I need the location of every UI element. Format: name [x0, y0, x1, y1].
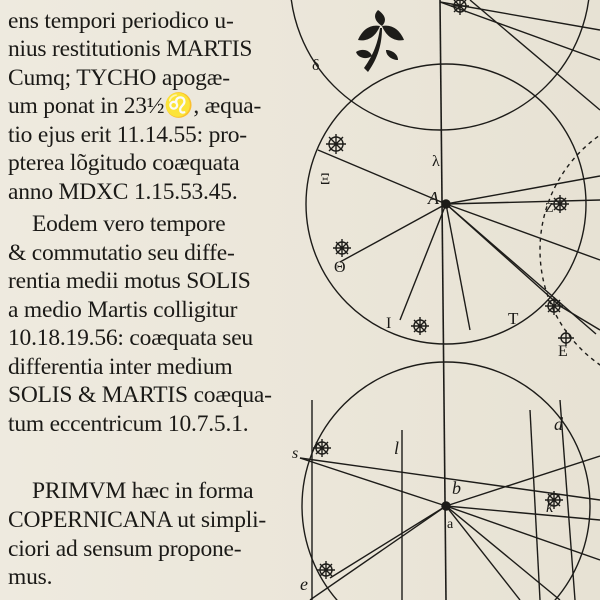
label-d: d	[554, 414, 563, 434]
flower-ornament	[356, 10, 404, 72]
text-line: ens tempori periodico u-	[8, 8, 234, 34]
text-line: Cumq; TYCHO apogæ-	[8, 65, 230, 91]
ray	[470, 0, 600, 110]
text-line: mus.	[8, 564, 53, 590]
center-dot-b	[442, 502, 450, 510]
text-line: rentia medii motus SOLIS	[8, 268, 251, 294]
label-delta: δ	[312, 57, 320, 74]
ray	[446, 204, 600, 260]
text-line: 10.18.19.56: coæquata seu	[8, 325, 253, 351]
ray	[446, 506, 520, 600]
text-line: tio ejus erit 11.14.55: pro-	[8, 122, 247, 148]
star-marker	[551, 195, 569, 213]
label-T: T	[508, 309, 519, 328]
star-marker	[333, 239, 351, 257]
label-e: e	[300, 574, 308, 594]
label-l: l	[394, 438, 400, 458]
text-line: tum eccentricum 10.7.5.1.	[8, 411, 249, 437]
text-line: PRIMVM hæc in forma	[32, 478, 254, 504]
ray	[446, 506, 600, 560]
star-marker	[411, 317, 429, 335]
ray	[300, 458, 446, 506]
text-line: um ponat in 23½♌, æqua-	[8, 93, 262, 119]
ray	[560, 306, 600, 330]
text-line: differentia inter medium	[8, 354, 233, 380]
ray	[340, 204, 446, 262]
label-lambda: λ	[432, 153, 440, 170]
diagram-svg	[288, 0, 600, 600]
ray	[330, 506, 446, 578]
text-line: pterea lõgitudo coæquata	[8, 150, 240, 176]
text-line: ciori ad sensum propone-	[8, 536, 242, 562]
ray	[446, 506, 600, 520]
ray	[530, 410, 540, 600]
ray	[446, 506, 560, 600]
text-line: SOLIS & MARTIS coæqua-	[8, 382, 272, 408]
star-marker	[313, 439, 331, 457]
center-dot-A	[442, 200, 450, 208]
text-line: & commutatio seu diffe-	[8, 240, 235, 266]
ray	[446, 176, 600, 204]
label-A: A	[428, 188, 439, 208]
label-theta: Θ	[334, 259, 346, 276]
text-column	[0, 0, 292, 600]
text-line: Eodem vero tempore	[32, 211, 226, 237]
text-line: nius restitutionis MARTIS	[8, 36, 253, 62]
label-a: a	[447, 517, 454, 532]
astronomical-diagram	[288, 0, 600, 600]
label-E: E	[558, 343, 568, 360]
star-marker	[451, 0, 469, 15]
ray	[446, 200, 600, 204]
ray	[400, 204, 446, 320]
label-iota: I	[386, 315, 392, 332]
ray	[310, 506, 446, 600]
label-Z: Z	[545, 201, 554, 216]
text-line: a medio Martis colligitur	[8, 297, 238, 323]
right-dashed-circle	[540, 110, 600, 390]
text-line: anno MDXC 1.15.53.45.	[8, 179, 238, 205]
label-xi: Ξ	[320, 171, 331, 188]
label-k: k	[546, 499, 554, 516]
star-marker	[326, 134, 346, 154]
label-s: s	[292, 445, 299, 462]
text-line: COPERNICANA ut simpli-	[8, 507, 267, 533]
ray	[318, 150, 446, 204]
label-b: b	[452, 478, 461, 498]
